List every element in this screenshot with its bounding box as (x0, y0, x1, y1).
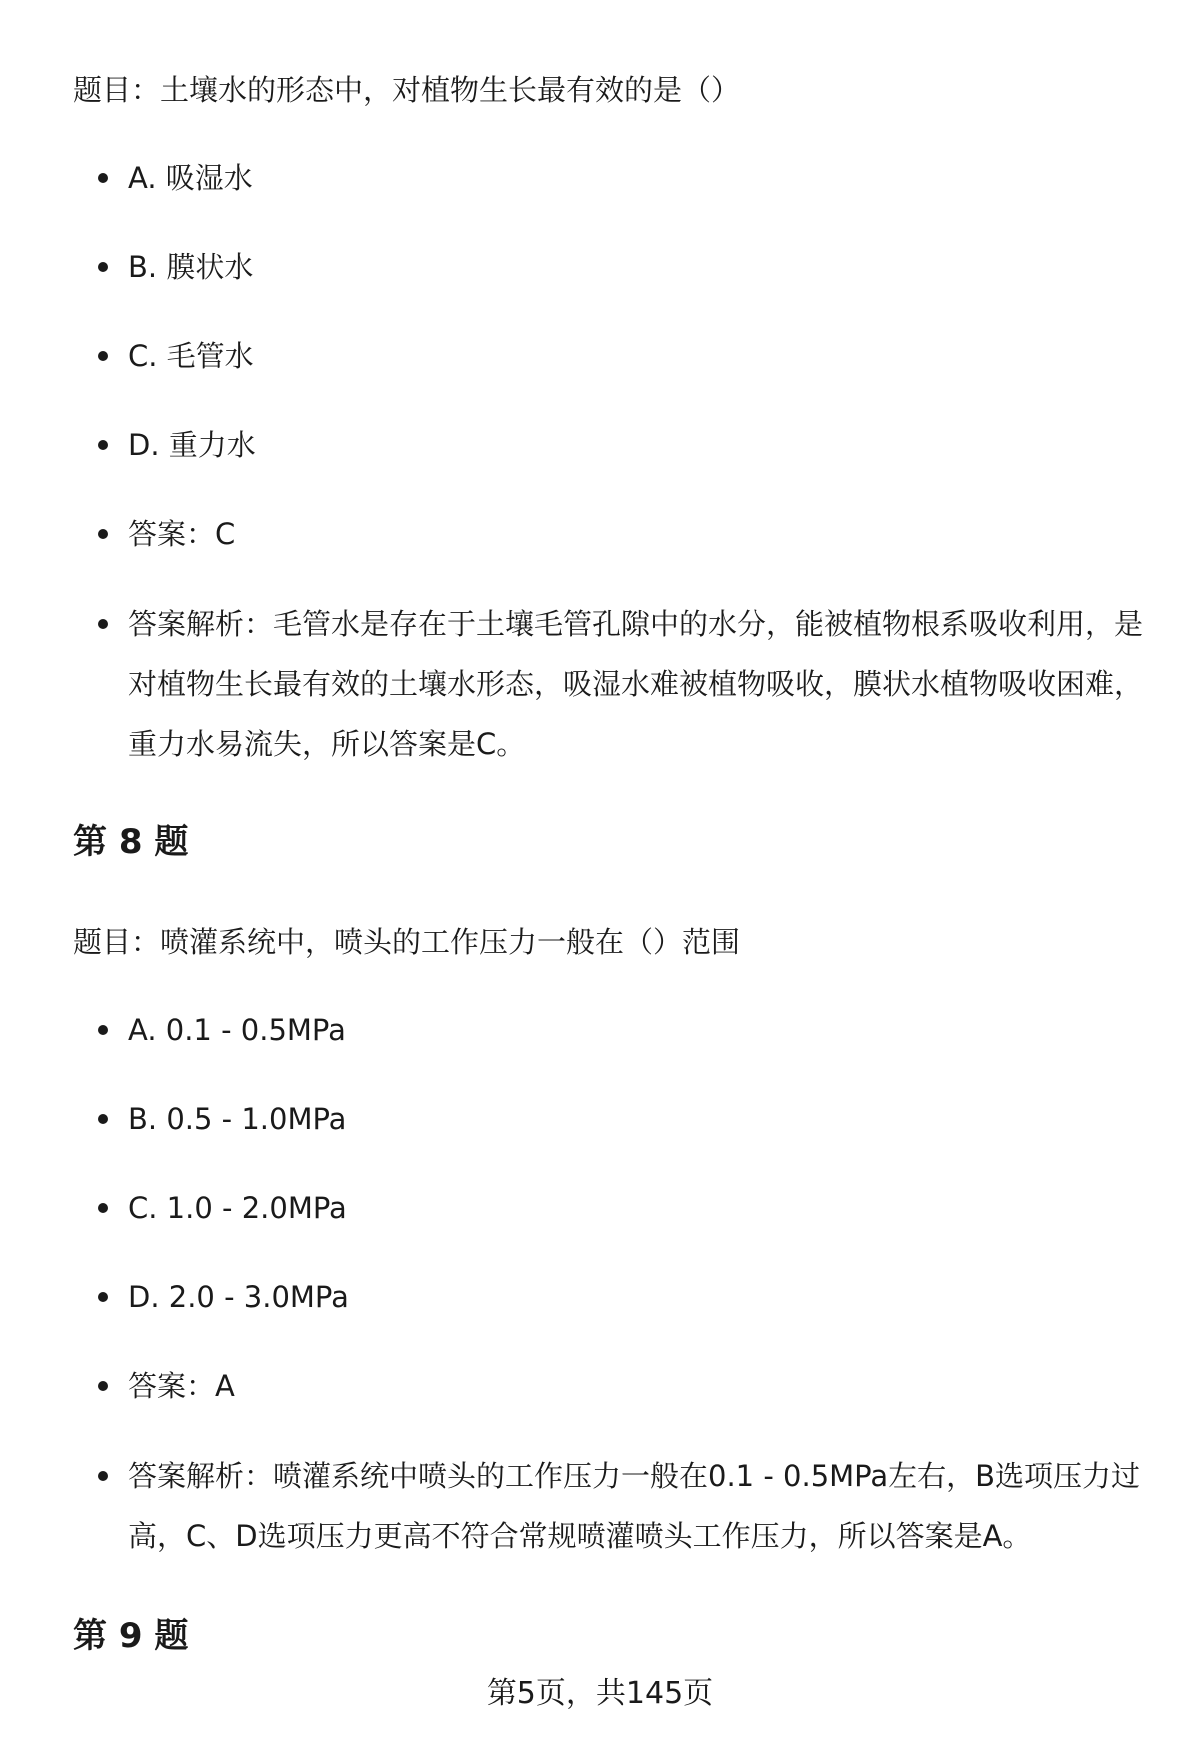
option-b: B. 膜状水 (73, 247, 1153, 287)
question-7-options (73, 158, 1153, 774)
answer-explanation: 答案解析：喷灌系统中喷头的工作压力一般在0.1 - 0.5MPa左右，B选项压力过高，C、D选项压力更高不符合常规喷灌喷头工作压力，所以答案是A。 (73, 1446, 1153, 1566)
answer-explanation: 答案解析：毛管水是存在于土壤毛管孔隙中的水分，能被植物根系吸收利用，是对植物生长最有效的土壤水形态，吸湿水难被植物吸收，膜状水植物吸收困难，重力水易流失，所以答案是C。 (73, 594, 1153, 774)
page-footer: 第5页，共145页 (486, 1676, 714, 1711)
answer: 答案：A (73, 1366, 1153, 1406)
question-8-stem: 题目：喷灌系统中，喷头的工作压力一般在（）范围 (73, 925, 741, 959)
option-a: A. 0.1 - 0.5MPa (73, 1010, 1153, 1050)
option-d: D. 2.0 - 3.0MPa (73, 1277, 1153, 1317)
option-a: A. 吸湿水 (73, 158, 1153, 198)
question-7-stem: 题目：土壤水的形态中，对植物生长最有效的是（） (73, 73, 741, 107)
question-8-heading: 第 8 题 (73, 822, 189, 862)
question-8-options (73, 1010, 1153, 1566)
option-d: D. 重力水 (73, 425, 1153, 465)
question-9-heading: 第 9 题 (73, 1616, 189, 1656)
option-c: C. 1.0 - 2.0MPa (73, 1188, 1153, 1228)
option-b: B. 0.5 - 1.0MPa (73, 1099, 1153, 1139)
option-c: C. 毛管水 (73, 336, 1153, 376)
answer: 答案：C (73, 514, 1153, 554)
